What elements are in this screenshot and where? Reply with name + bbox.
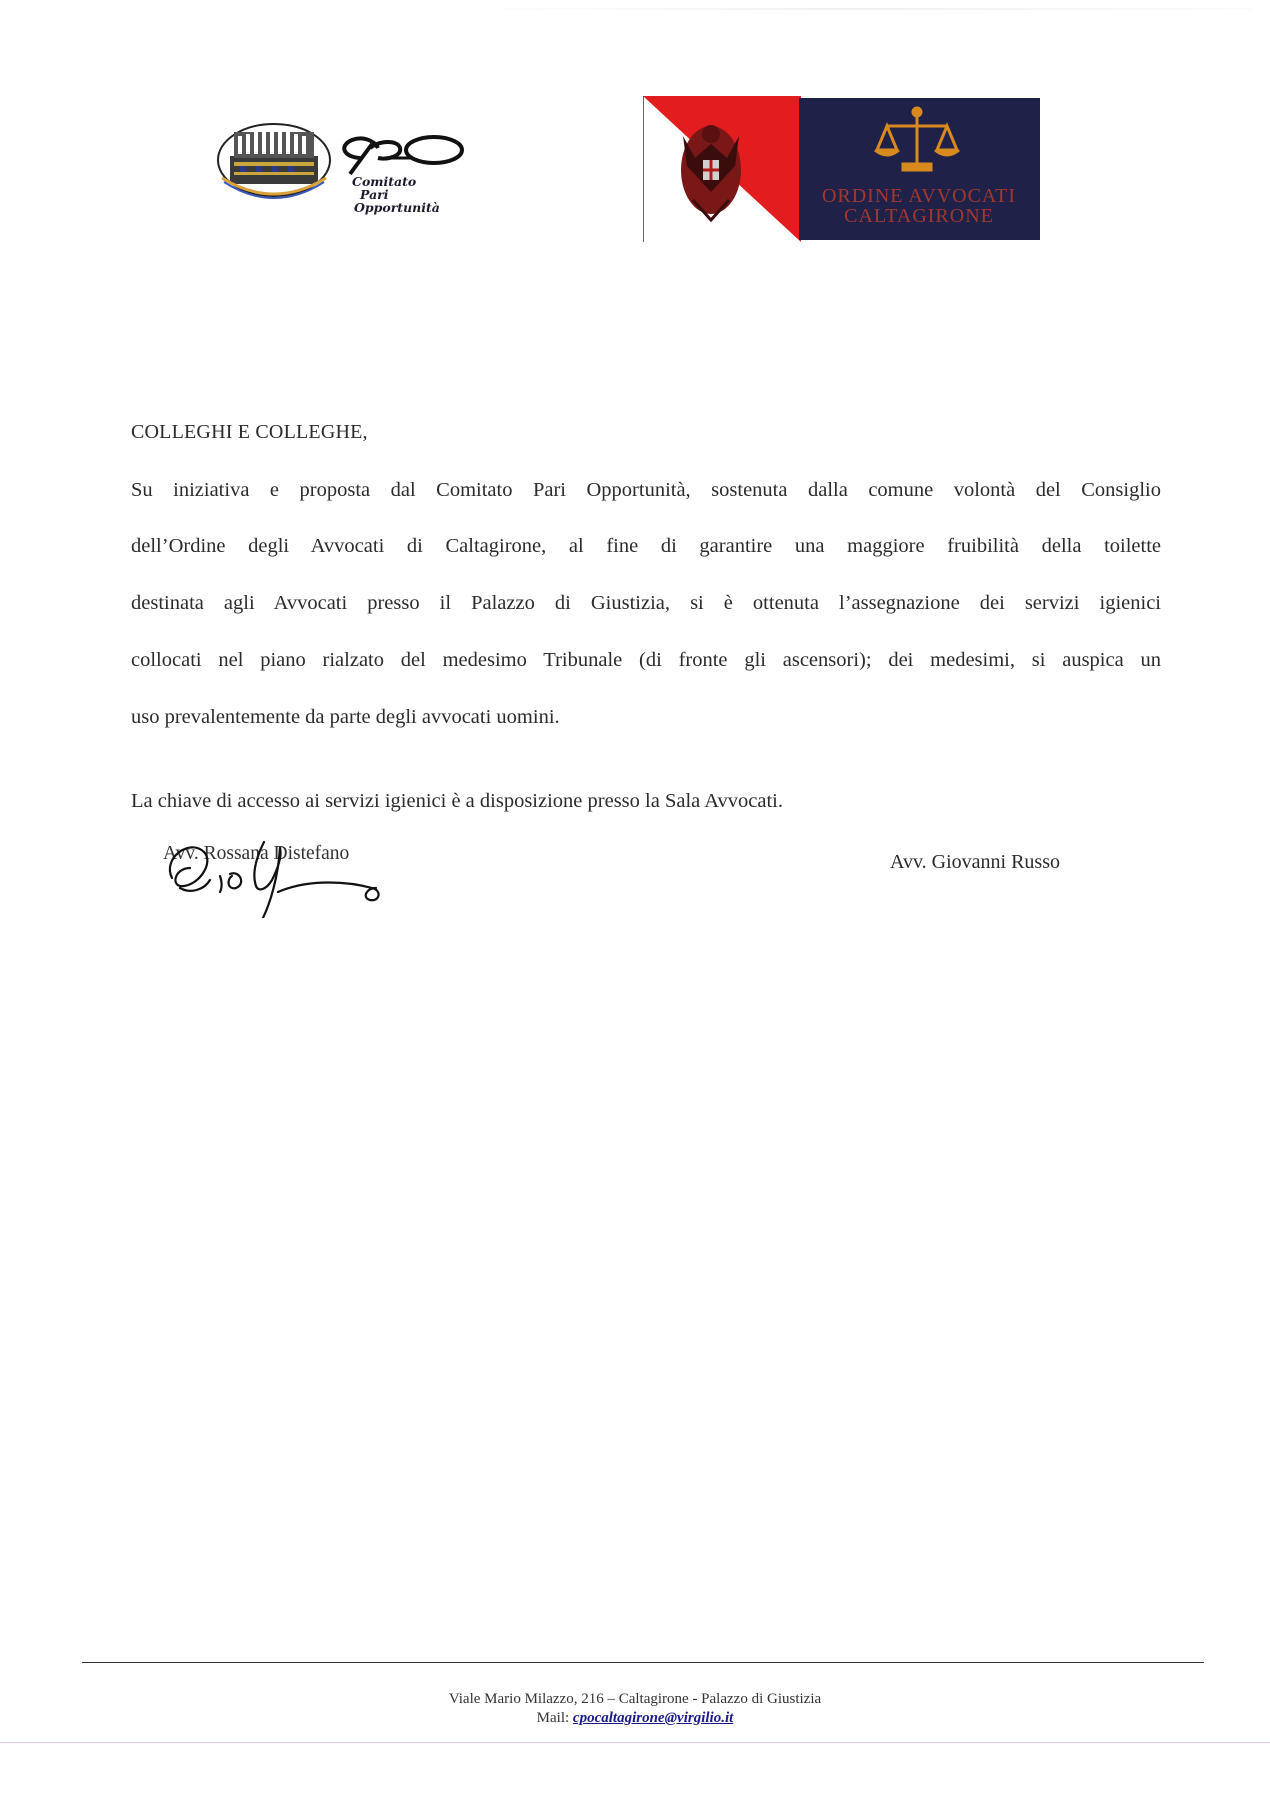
signer-left-name: Avv. Rossana Distefano: [163, 843, 350, 864]
body-line-2: dell’Ordine degli Avvocati di Caltagirone, al fine di garantire una maggiore fruibilità della toilette: [131, 535, 1161, 557]
footer-address: Viale Mario Milazzo, 216 – Caltagirone - Palazzo di Giustizia: [448, 1691, 822, 1707]
key-access-note: La chiave di accesso ai servizi igienici è a disposizione presso la Sala Avvocati.: [131, 790, 783, 812]
ordine-avvocati-logo: [643, 96, 1040, 242]
body-line-3: destinata agli Avvocati presso il Palazzo di Giustizia, si è ottenuta l’assegnazione dei servizi igienici: [131, 592, 1161, 614]
ordine-logo-text: [801, 186, 1037, 226]
cpo-logo: [212, 118, 512, 228]
letter-greeting: COLLEGHI E COLLEGHE,: [131, 421, 368, 443]
footer-mail-link[interactable]: cpocaltagirone@virgilio.it: [572, 1710, 734, 1726]
cpo-line3: Opportunità: [354, 200, 440, 215]
scan-artifact: [440, 8, 1250, 10]
cpo-line1: Comitato: [352, 174, 417, 189]
body-line-5: uso prevalentemente da parte degli avvocati uomini.: [131, 706, 560, 728]
footer-mail: [0, 1710, 1270, 1727]
handwritten-signature: [160, 828, 420, 918]
ordine-line1: ORDINE AVVOCATI: [821, 185, 1017, 207]
footer-divider: [82, 1662, 1204, 1663]
signer-right-name: Avv. Giovanni Russo: [890, 851, 1060, 873]
ordine-line2: CALTAGIRONE: [844, 205, 994, 227]
footer-pink-rule: [0, 1742, 1270, 1743]
body-line-1: Su iniziativa e proposta dal Comitato Pari Opportunità, sostenuta dalla comune volontà del Consiglio: [131, 479, 1161, 501]
footer-mail-label: Mail:: [536, 1710, 573, 1726]
cpo-line2: Pari: [360, 187, 389, 202]
body-line-4: collocati nel piano rialzato del medesimo Tribunale (di fronte gli ascensori); dei medesimi, si auspica un: [131, 649, 1161, 671]
cpo-logo-text: [352, 175, 440, 214]
